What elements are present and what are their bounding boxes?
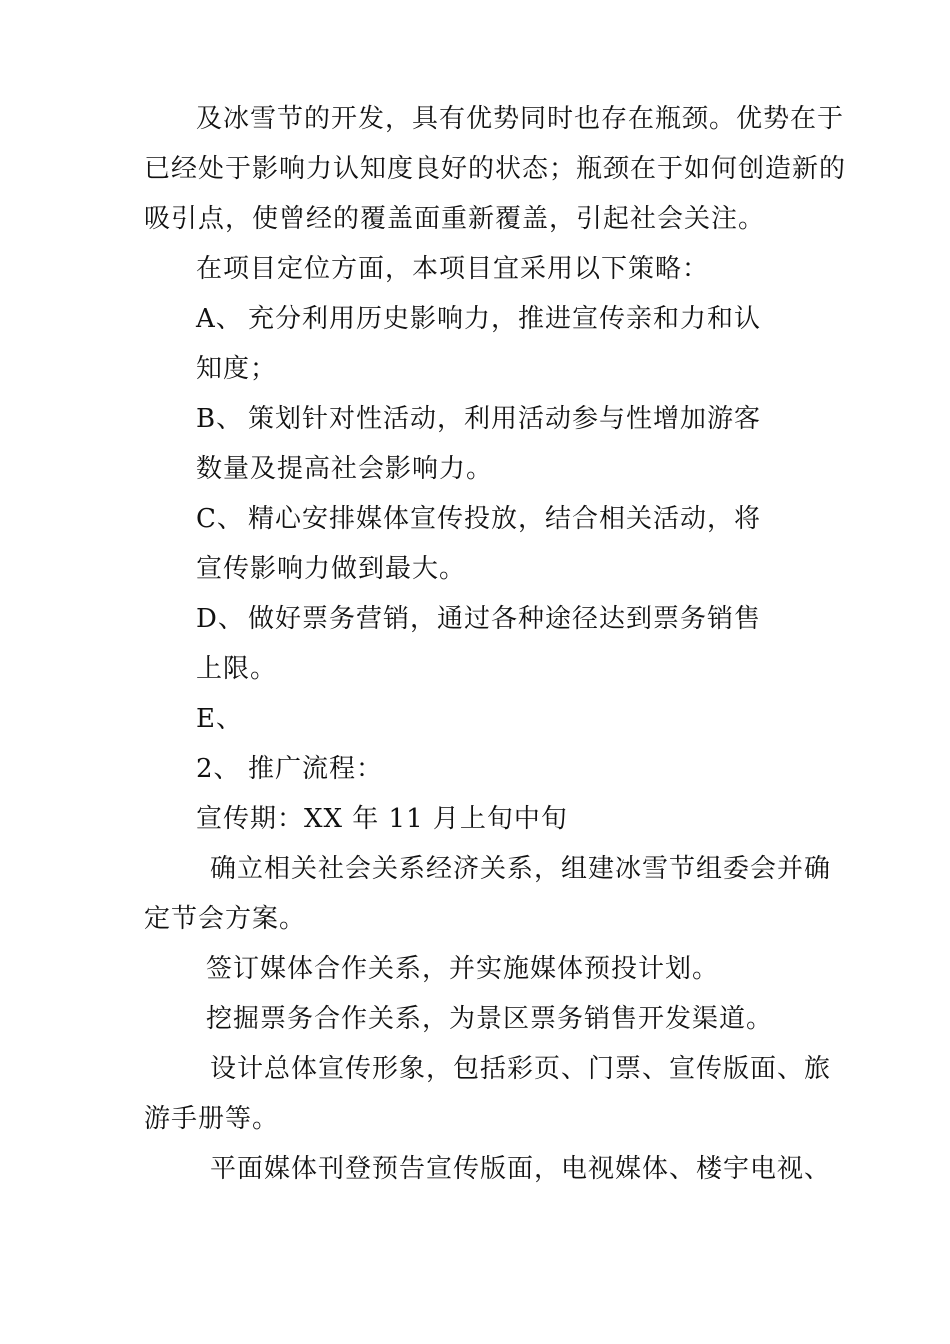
strategy-b-line-1: [196, 403, 761, 435]
paragraph-1-line-2: 已经处于影响力认知度良好的状态；瓶颈在于如何创造新的: [144, 154, 847, 184]
strategy-a-text: 充分利用历史影响力，推进宣传亲和力和认: [248, 304, 762, 334]
paragraph-1-line-1: 及冰雪节的开发，具有优势同时也存在瓶颈。优势在于: [196, 104, 845, 134]
task-3: 挖掘票务合作关系，为景区票务销售开发渠道。: [206, 1004, 774, 1034]
strategy-c-text: 精心安排媒体宣传投放，结合相关活动，将: [248, 504, 762, 534]
strategy-b-line-2: 数量及提高社会影响力。: [196, 454, 494, 484]
strategy-d-marker: D、: [196, 604, 245, 634]
task-2: 签订媒体合作关系，并实施媒体预投计划。: [206, 954, 720, 984]
strategy-d-line-1: [196, 603, 761, 635]
task-4-line-2: 游手册等。: [144, 1104, 280, 1134]
strategy-a-line-2: 知度；: [196, 354, 278, 384]
paragraph-1-line-3: 吸引点，使曾经的覆盖面重新覆盖，引起社会关注。: [144, 204, 766, 234]
strategy-d-text: 做好票务营销，通过各种途径达到票务销售: [248, 604, 762, 634]
section-2-title: 推广流程：: [248, 754, 384, 784]
strategy-b-marker: B、: [196, 404, 244, 434]
strategy-d-line-2: 上限。: [196, 654, 278, 684]
task-1-line-2: 定节会方案。: [144, 904, 307, 934]
strategy-intro: 在项目定位方面，本项目宜采用以下策略：: [196, 254, 710, 284]
strategy-c-line-2: 宣传影响力做到最大。: [196, 554, 467, 584]
strategy-c-marker: C、: [196, 504, 244, 534]
task-1-line-1: 确立相关社会关系经济关系，组建冰雪节组委会并确: [210, 854, 832, 884]
task-5-line-1: 平面媒体刊登预告宣传版面，电视媒体、楼宇电视、: [210, 1154, 832, 1184]
strategy-e-marker: E、: [196, 704, 243, 734]
task-4-line-1: 设计总体宣传形象，包括彩页、门票、宣传版面、旅: [210, 1054, 832, 1084]
strategy-a-marker: A、: [196, 304, 243, 334]
strategy-a-line-1: [196, 303, 761, 335]
section-2-heading: [196, 753, 383, 785]
strategy-b-text: 策划针对性活动，利用活动参与性增加游客: [248, 404, 762, 434]
strategy-c-line-1: [196, 503, 761, 535]
section-2-marker: 2、: [196, 754, 241, 784]
publicity-period: 宣传期：XX 年 11 月上旬中旬: [196, 804, 568, 834]
strategy-e-line-1: [196, 703, 248, 735]
